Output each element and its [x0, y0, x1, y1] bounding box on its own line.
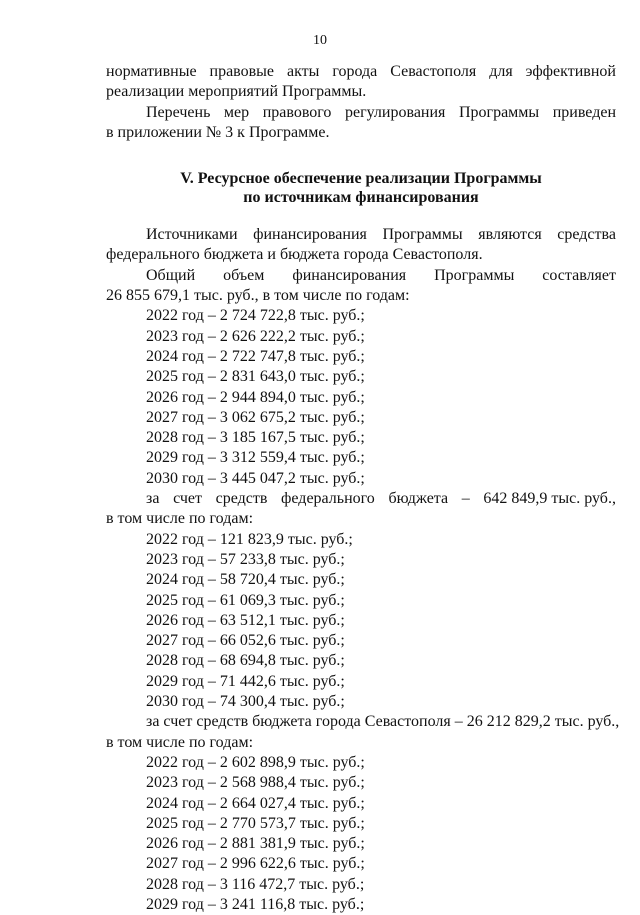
funding-year-item: 2028 год – 68 694,8 тыс. руб.;	[146, 652, 345, 670]
funding-year-item: 2024 год – 58 720,4 тыс. руб.;	[146, 571, 345, 589]
word: Программы	[434, 266, 515, 284]
funding-year-item: 2027 год – 3 062 675,2 тыс. руб.;	[146, 408, 365, 426]
funding-year-item: 2025 год – 2 831 643,0 тыс. руб.;	[146, 368, 365, 386]
word: Перечень	[146, 103, 211, 121]
word: правовые	[209, 63, 275, 80]
funding-year-item: 2022 год – 2 602 898,9 тыс. руб.;	[146, 753, 365, 771]
funding-year-item: 2023 год – 2 626 222,2 тыс. руб.;	[146, 327, 365, 345]
city-by-year-list	[106, 753, 616, 915]
funding-year-item: 2028 год – 3 185 167,5 тыс. руб.;	[146, 429, 365, 447]
word: средств	[215, 490, 268, 508]
city-paragraph	[106, 712, 620, 753]
page-number: 10	[313, 33, 327, 48]
federal-by-year-list	[106, 530, 616, 713]
word: Общий	[146, 266, 196, 284]
spread-line	[106, 225, 616, 245]
total-paragraph	[106, 266, 616, 307]
funding-year-item: 2030 год – 74 300,4 тыс. руб.;	[146, 693, 345, 711]
word: Источниками	[146, 226, 238, 244]
spread-line	[106, 62, 616, 82]
word: города	[332, 63, 378, 80]
funding-year-item: 2029 год – 3 241 116,8 тыс. руб.;	[146, 895, 365, 913]
paragraph-line: реализации мероприятий Программы.	[106, 83, 367, 101]
paragraph-line: в том числе по годам:	[106, 733, 254, 751]
word: Программы	[382, 226, 463, 244]
spread-line	[106, 266, 616, 286]
word: федерального	[281, 490, 375, 508]
total-by-year-list	[106, 306, 616, 489]
funding-year-item: 2025 год – 61 069,3 тыс. руб.;	[146, 591, 345, 609]
funding-year-item: 2024 год – 2 722 747,8 тыс. руб.;	[146, 347, 365, 365]
section-title-line-1: V. Ресурсное обеспечение реализации Программы	[180, 170, 542, 188]
funding-year-item: 2024 год – 2 664 027,4 тыс. руб.;	[146, 794, 365, 812]
word: средства	[557, 226, 616, 244]
word: Программы	[458, 103, 540, 121]
word: Севастополя	[390, 63, 477, 80]
funding-year-item: 2027 год – 66 052,6 тыс. руб.;	[146, 632, 345, 650]
word: для	[489, 63, 513, 80]
word: составляет	[542, 266, 616, 284]
word: –	[461, 490, 470, 508]
sources-paragraph	[106, 225, 616, 266]
word: мер	[223, 103, 250, 121]
word: финансирования	[292, 266, 407, 284]
funding-year-item: 2026 год – 2 944 894,0 тыс. руб.;	[146, 388, 365, 406]
intro-paragraph-2	[106, 103, 616, 144]
word: эффективной	[525, 63, 616, 80]
funding-year-item: 2026 год – 2 881 381,9 тыс. руб.;	[146, 835, 365, 853]
funding-year-item: 2022 год – 121 823,9 тыс. руб.;	[146, 530, 353, 548]
paragraph-line: за счет средств бюджета города Севастополя – 26 212 829,2 тыс. руб.,	[146, 713, 620, 731]
section-title-line-2: по источникам финансирования	[243, 189, 479, 207]
word: являются	[478, 226, 542, 244]
funding-year-item: 2023 год – 2 568 988,4 тыс. руб.;	[146, 774, 365, 792]
word: 642 849,9 тыс. руб.,	[483, 490, 616, 508]
funding-year-item: 2030 год – 3 445 047,2 тыс. руб.;	[146, 469, 365, 487]
word: бюджета	[388, 490, 449, 508]
funding-year-item: 2023 год – 57 233,8 тыс. руб.;	[146, 550, 345, 568]
word: объем	[223, 266, 265, 284]
funding-year-item: 2025 год – 2 770 573,7 тыс. руб.;	[146, 814, 365, 832]
word: правового	[262, 103, 332, 121]
spread-line	[106, 489, 616, 509]
section-heading	[106, 169, 616, 207]
funding-year-item: 2022 год – 2 724 722,8 тыс. руб.;	[146, 307, 365, 325]
word: акты	[286, 63, 320, 80]
word: приведен	[552, 103, 616, 121]
funding-year-item: 2029 год – 71 442,6 тыс. руб.;	[146, 672, 345, 690]
word: регулирования	[344, 103, 446, 121]
paragraph-line: 26 855 679,1 тыс. руб., в том числе по годам:	[106, 287, 410, 305]
word: финансирования	[253, 226, 367, 244]
word: нормативные	[106, 63, 197, 80]
funding-year-item: 2028 год – 3 116 472,7 тыс. руб.;	[146, 875, 365, 893]
paragraph-line: федерального бюджета и бюджета города Севастополя.	[106, 246, 483, 264]
funding-year-item: 2029 год – 3 312 559,4 тыс. руб.;	[146, 449, 365, 467]
funding-year-item: 2026 год – 63 512,1 тыс. руб.;	[146, 611, 345, 629]
word: счет	[173, 490, 202, 508]
spread-line	[106, 103, 616, 123]
paragraph-line: в приложении № 3 к Программе.	[106, 123, 330, 141]
funding-year-item: 2027 год – 2 996 622,6 тыс. руб.;	[146, 855, 365, 873]
document-body	[106, 62, 620, 915]
federal-paragraph	[106, 489, 616, 530]
paragraph-line: в том числе по годам:	[106, 510, 254, 528]
intro-paragraph-1	[106, 62, 616, 103]
word: за	[146, 490, 160, 508]
